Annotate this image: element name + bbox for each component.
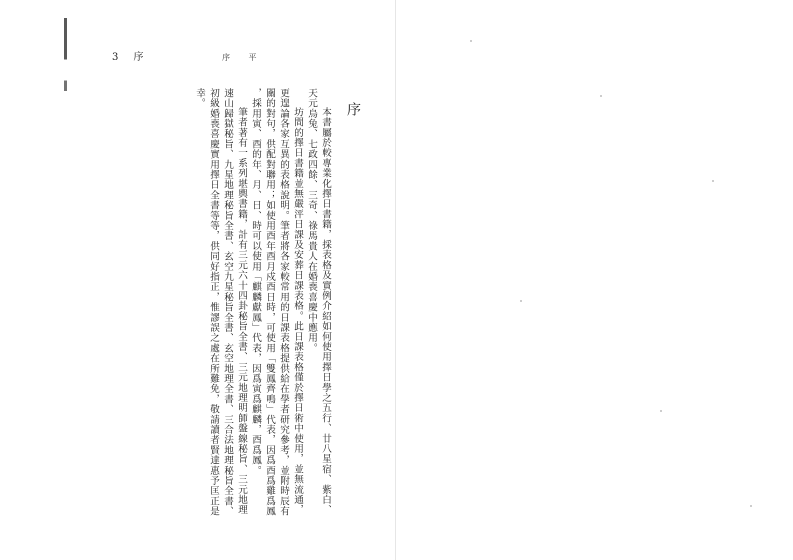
scan-speck (750, 505, 752, 507)
scan-speck (660, 410, 662, 412)
paragraph-line: 關的對句，供配對聯用；如使用酉年酉月戍酉日時，可使用「雙鳳齊鳴」代表，因爲酉爲雞爲鳳 (264, 88, 275, 517)
scan-speck (712, 180, 714, 182)
preface-text-block (135, 88, 360, 528)
paragraph-line: 坊間的擇日書籍並無嚴泙日課及安葬日課表格。此日課表格僅於擇日術中使用，並無流通， (292, 107, 303, 516)
preface-heading: 序 (345, 102, 361, 116)
page-number: 3 序 (112, 52, 150, 63)
paragraph-line: 筆者著有一系列堪輿書籍，計有三元六十四卦秘旨全書、三元地理明師盤線秘旨、三元地理 (236, 107, 247, 516)
paragraph-line: ，採用寅、酉的年、月、日、時可以使用「麒麟獻鳳」代表，因爲寅爲麒麟，酉爲鳳。 (250, 88, 261, 476)
scan-speck (600, 95, 602, 97)
paragraph-line: 幸。 (194, 88, 205, 109)
paragraph-line: 本書屬於較專業化擇日書籍，採表格及實例介紹如何使用擇日學之五行、廿八星宿、紫白、 (320, 107, 331, 516)
running-head: 序 平 (222, 53, 265, 62)
paragraph-line: 初級婚喪喜慶實用擇日全書等等，供同好指正，惟謬誤之處在所難免，敬請讀者賢達惠予匡正是 (208, 88, 219, 517)
binding-edge (64, 18, 67, 538)
page-gutter (395, 0, 396, 560)
scan-speck (470, 40, 472, 42)
scan-speck (520, 300, 522, 302)
paragraph-line: 速山歸獄秘旨、九星地理秘旨全書、玄空九星秘旨全書、玄空地理全書、三合法地理秘旨全書、 (222, 88, 233, 517)
paragraph-line: 天元烏兔、七政四餘、三奇、祿馬貴人在婚喪喜慶中應用。 (306, 88, 317, 354)
paragraph-line: 更遑論各家互異的表格說明。筆者將各家較常用的日課表格提供給在學者研究參考，並附時辰有 (278, 88, 289, 517)
